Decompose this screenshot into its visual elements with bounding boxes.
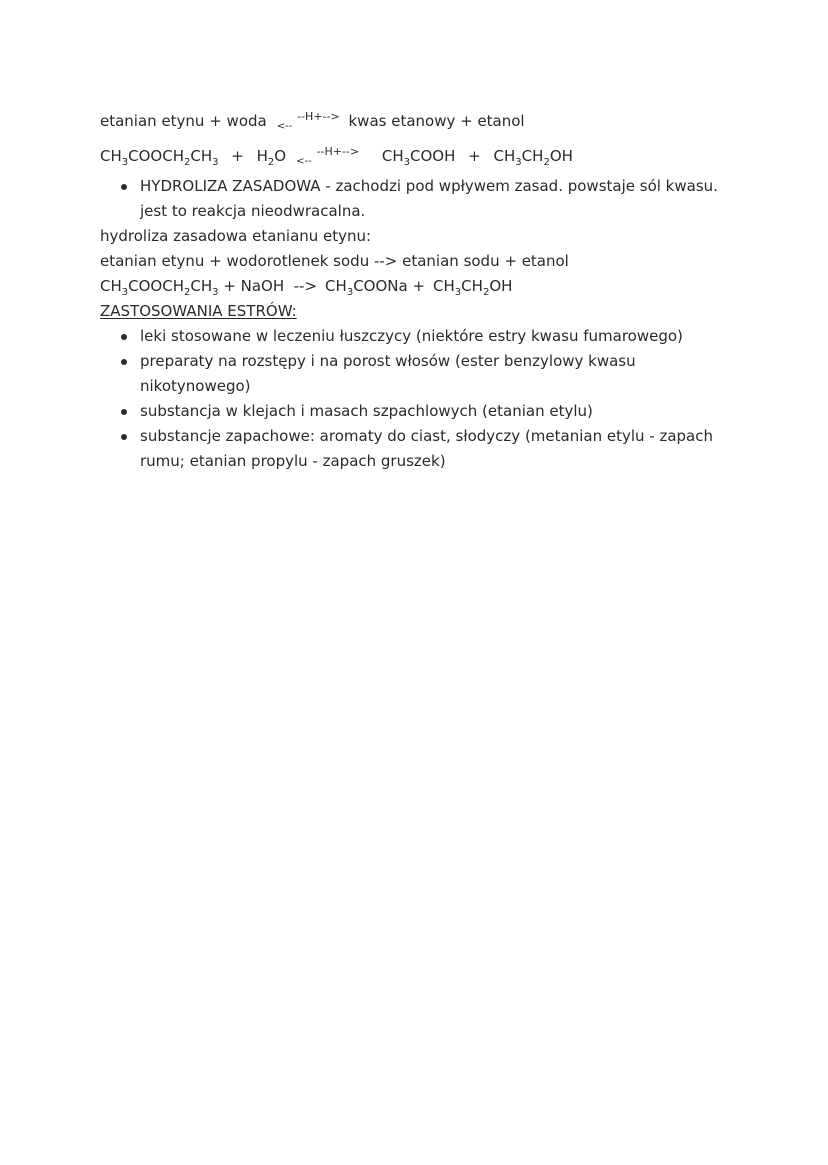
uses-heading: ZASTOSOWANIA ESTRÓW: — [100, 302, 297, 320]
equilibrium-arrow — [277, 104, 340, 139]
ester-formula: $CH_3COOCH_2CH_3$ — [100, 147, 219, 168]
list-item: substancja w klejach i masach szpachlowych (etanian etylu) — [140, 399, 740, 424]
equation-formula-line-2: $CH_3COOCH_2CH_3$ + NaOH --> $CH_3COONa + CH_3CH_2OH$ — [100, 277, 513, 298]
arrow-right-catalyst: --H+--> — [297, 110, 340, 123]
arrow-right-catalyst: --H+--> — [316, 145, 360, 158]
uses-list — [100, 324, 740, 474]
equation-formula-line — [100, 139, 740, 174]
acid-formula: $CH_3COOH$ — [381, 147, 456, 168]
basic-hydrolysis-heading: hydroliza zasadowa etanianu etynu: — [100, 227, 372, 245]
list-item: leki stosowane w leczeniu łuszczycy (niektóre estry kwasu fumarowego) — [140, 324, 740, 349]
water-formula: $H_2O$ — [256, 147, 287, 168]
ethanol-formula: $CH_3CH_2OH$ — [493, 147, 573, 168]
plus-sign: + — [231, 147, 244, 165]
hydrolysis-list — [100, 174, 740, 224]
list-item: substancje zapachowe: aromaty do ciast, słodyczy (metanian etylu - zapach rumu; etanian propylu - zapach gruszek) — [140, 424, 740, 474]
document-content — [100, 104, 740, 474]
eq1-right: kwas etanowy + etanol — [348, 112, 525, 130]
list-item: HYDROLIZA ZASADOWA - zachodzi pod wpływem zasad. powstaje sól kwasu. jest to reakcja nieodwracalna. — [140, 174, 740, 224]
eq1-left: etanian etynu + woda — [100, 112, 267, 130]
arrow-left: <-- — [276, 121, 293, 132]
equilibrium-arrow — [296, 139, 359, 174]
list-item: preparaty na rozstępy i na porost włosów (ester benzylowy kwasu nikotynowego) — [140, 349, 740, 399]
plus-sign: + — [468, 147, 481, 165]
equation-words-line-2: etanian etynu + wodorotlenek sodu --> etanian sodu + etanol — [100, 252, 569, 270]
equation-words-line — [100, 104, 740, 139]
arrow-left: <-- — [296, 156, 312, 167]
